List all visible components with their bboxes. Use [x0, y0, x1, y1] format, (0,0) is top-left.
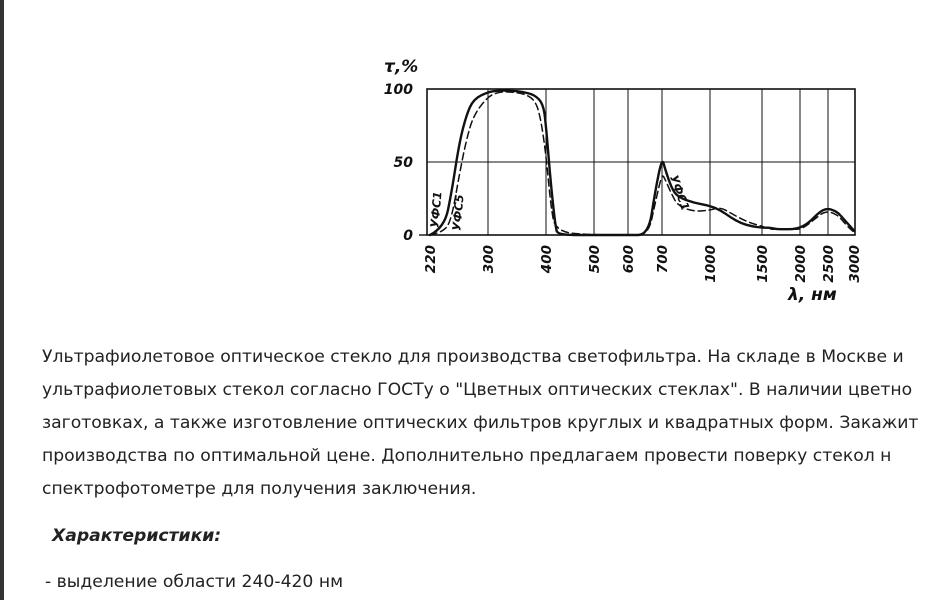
series-line-1 — [430, 91, 854, 236]
x-tick-label: 600 — [621, 245, 637, 274]
chart-svg — [370, 48, 870, 330]
x-tick-label: 2500 — [821, 245, 837, 283]
x-tick-label: 1000 — [703, 245, 719, 283]
article-line-3: заготовках, а также изготовление оптических фильтров круглых и квадратных форм. Закажит — [42, 413, 919, 433]
y-axis-label: τ,% — [384, 57, 419, 77]
series-line-2 — [430, 92, 854, 235]
article-line-1: Ультрафиолетовое оптическое стекло для производства светофильтра. На складе в Москве и — [42, 347, 904, 367]
page-left-border — [0, 0, 4, 600]
chart-grid — [419, 89, 855, 235]
transmission-spectrum-chart — [370, 48, 870, 330]
characteristics-heading: Характеристики: — [52, 526, 222, 546]
article-line-5: спектрофотометре для получения заключения. — [42, 479, 477, 499]
x-tick-label: 700 — [655, 245, 671, 274]
series-name-label: УФС1 — [666, 172, 693, 213]
x-tick-label: 220 — [423, 245, 439, 274]
x-tick-label: 400 — [539, 245, 555, 274]
chart-series — [430, 91, 854, 236]
article-body — [42, 341, 951, 594]
x-axis-label: λ, нм — [788, 285, 837, 305]
article-line-2: ультрафиолетовых стекол согласно ГОСТу о "Цветных оптических стеклах". В наличии цветно — [42, 380, 913, 400]
y-tick-label: 100 — [383, 82, 413, 98]
article-line-4: производства по оптимальной цене. Дополнительно предлагаем провести поверку стекол н — [42, 446, 892, 466]
y-tick-label: 50 — [393, 155, 413, 171]
y-tick-label: 0 — [403, 228, 413, 244]
x-tick-label: 1500 — [755, 245, 771, 283]
chart-ticks — [384, 82, 863, 283]
x-tick-label: 300 — [481, 245, 497, 274]
x-tick-label: 2000 — [793, 245, 809, 283]
x-tick-label: 3000 — [847, 245, 863, 283]
series-name-label: УФС5 — [449, 193, 467, 232]
characteristic-item: - выделение области 240-420 нм — [45, 572, 344, 592]
series-name-label: УФС1 — [427, 190, 445, 229]
x-tick-label: 500 — [587, 245, 603, 274]
